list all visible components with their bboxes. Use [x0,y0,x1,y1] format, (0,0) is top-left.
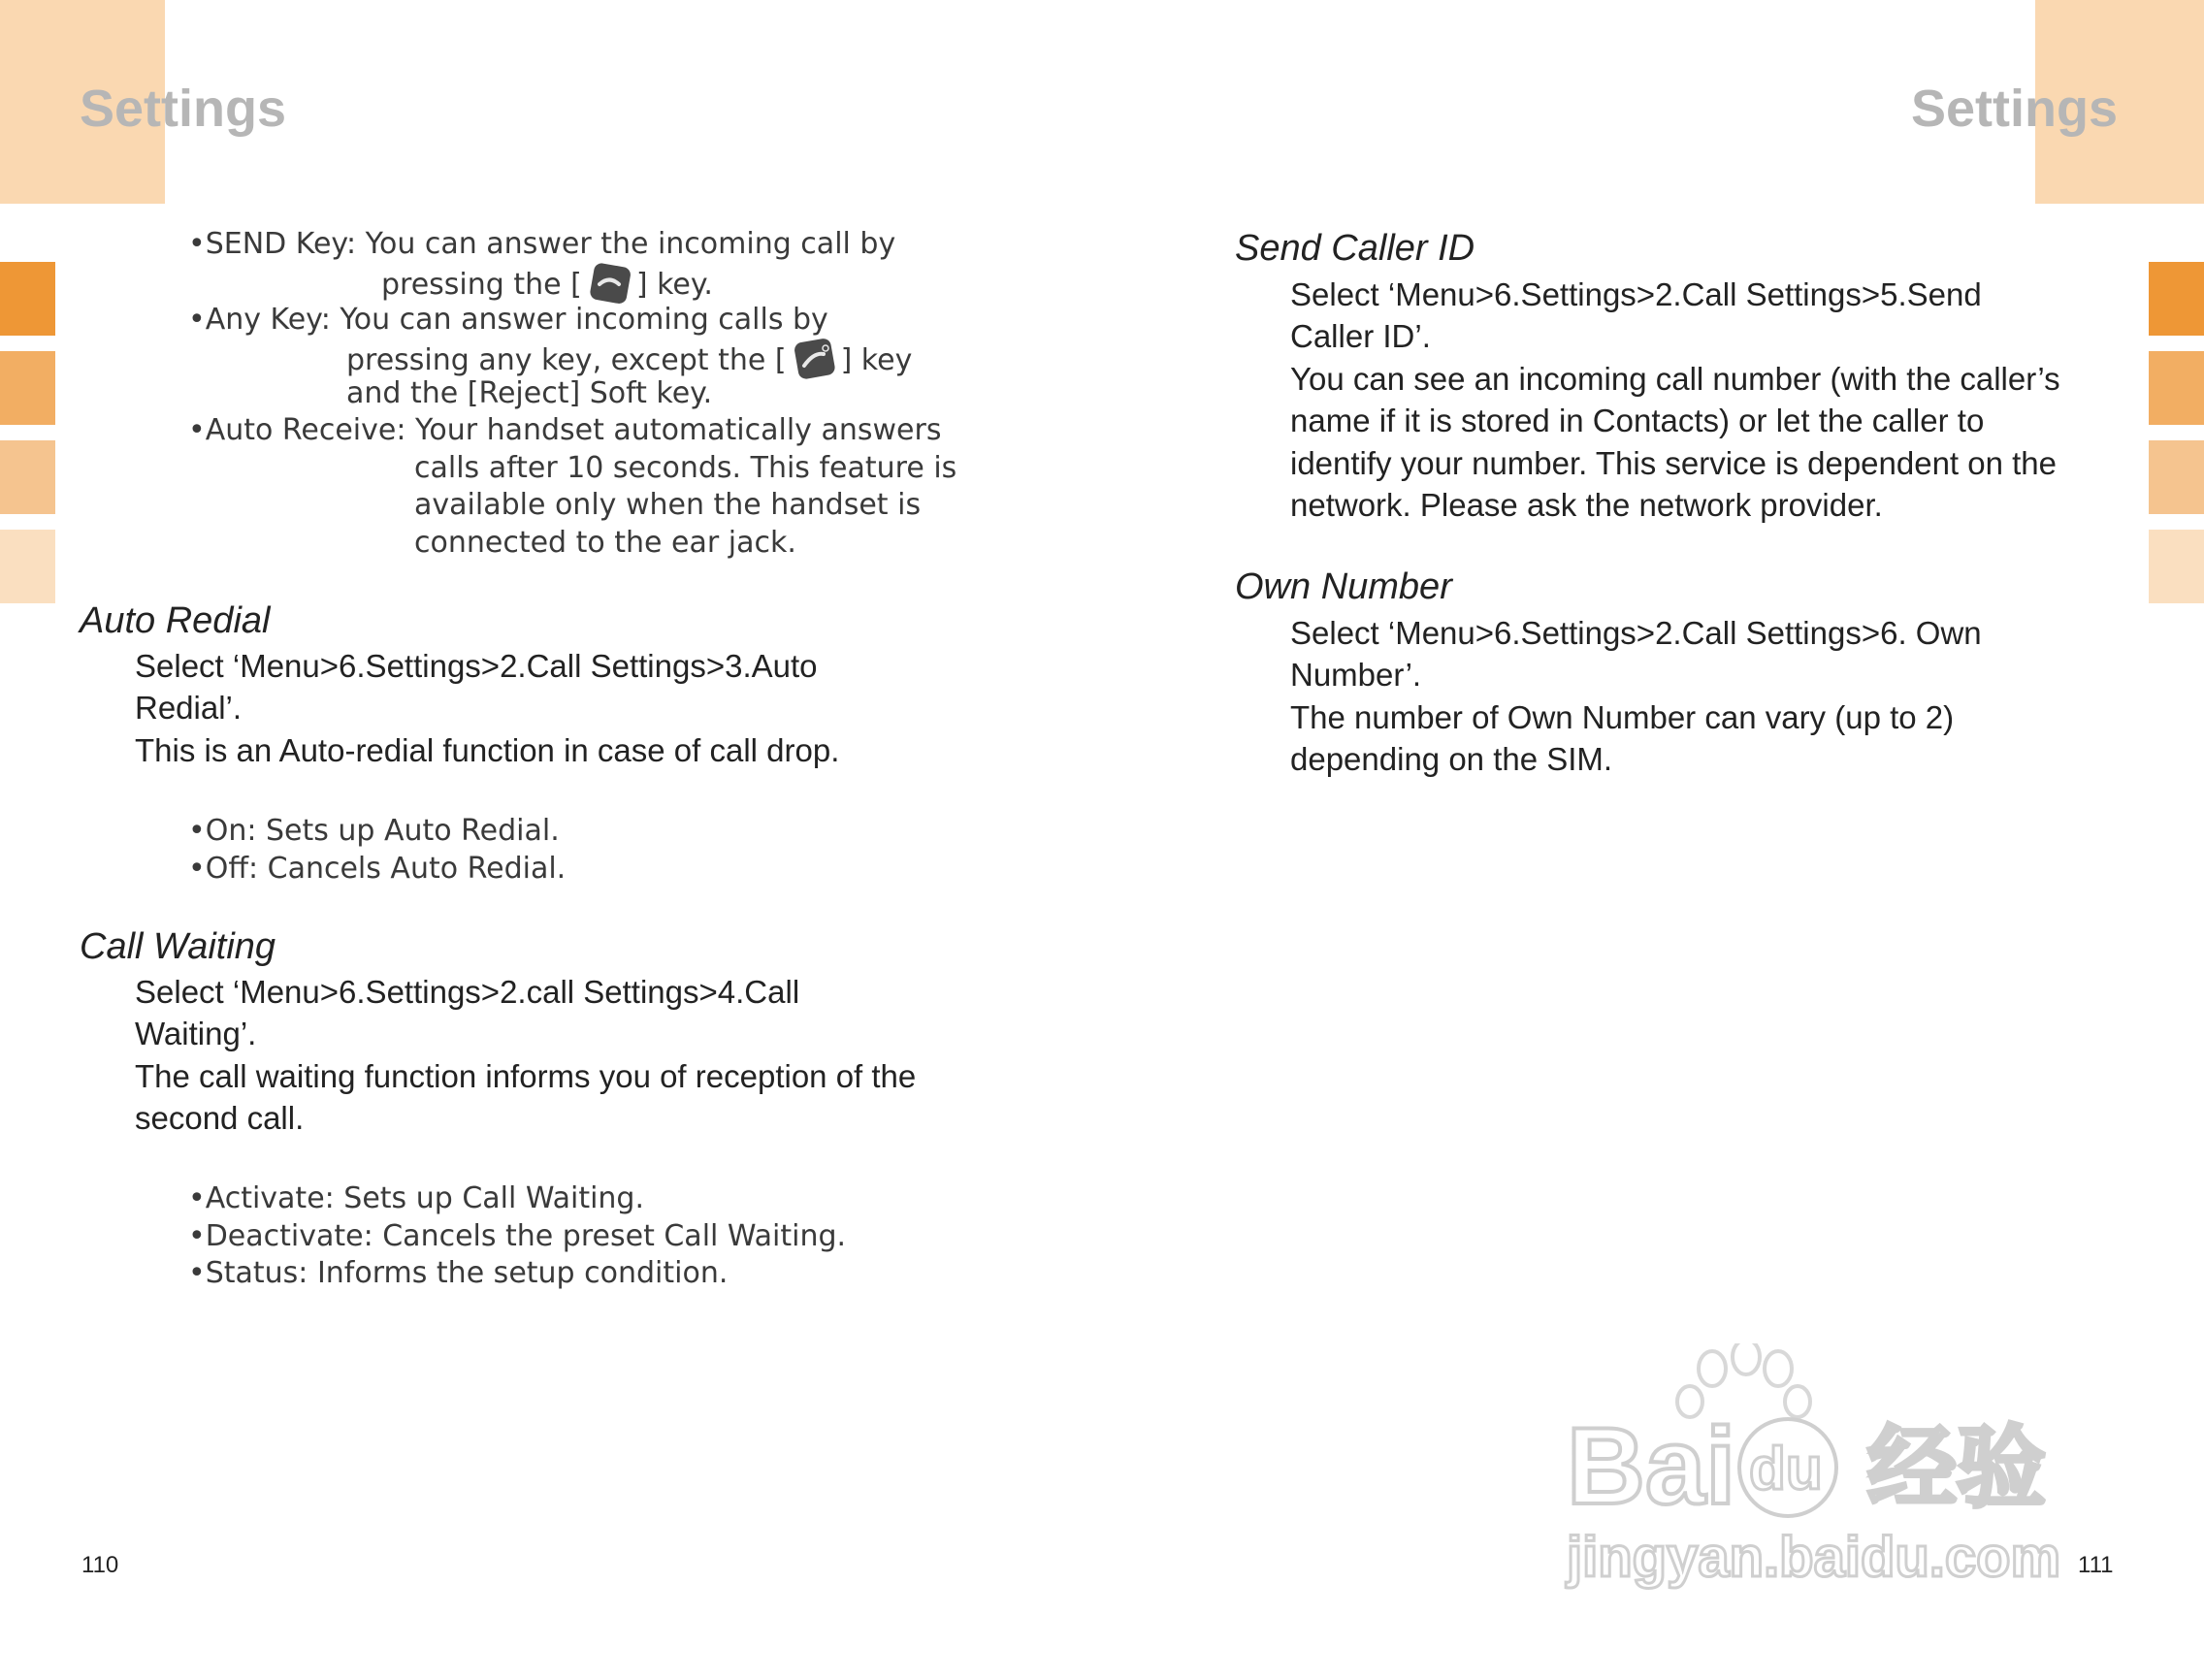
send-caller-id-body-line5: identify your number. This service is dependent on the [1290,445,2058,481]
call-waiting-bullet-deactivate: •Deactivate: Cancels the preset Call Waiting. [188,1219,847,1253]
side-tab-right-4 [2149,530,2204,603]
bullet-any-key-line3: and the [Reject] Soft key. [346,376,713,410]
bullet-auto-receive-line3: available only when the handset is [414,488,922,522]
svg-text:Bai: Bai [1567,1405,1736,1527]
send-caller-id-body-line2: Caller ID’. [1290,318,1431,354]
svg-text:du: du [1749,1436,1823,1502]
page-title-right: Settings [1910,80,2118,138]
bullet-send-key: •SEND Key: You can answer the incoming call by [188,227,896,261]
own-number-body-line4: depending on the SIM. [1290,741,1613,777]
own-number-body-line3: The number of Own Number can vary (up to 2) [1290,699,1955,735]
side-tab-right-1 [2149,262,2204,336]
side-tab-left-1 [0,262,55,336]
svg-text:经验: 经验 [1867,1416,2047,1520]
bullet-label: SEND Key: [205,227,357,261]
page-title-left: Settings [80,80,287,138]
auto-redial-body-line2: Redial’. [135,690,243,726]
side-tab-right-2 [2149,351,2204,425]
own-number-body-line1: Select ‘Menu>6.Settings>2.Call Settings>6. Own [1290,615,1982,651]
section-title-send-caller-id: Send Caller ID [1235,228,1475,269]
phone-send-icon [588,263,631,306]
baidu-paw-logo-icon [1552,1343,2076,1596]
send-caller-id-body-line1: Select ‘Menu>6.Settings>2.Call Settings>5.Send [1290,276,1982,312]
bullet-auto-receive: •Auto Receive: Your handset automatically answers [188,413,942,447]
phone-end-icon [793,339,835,381]
call-waiting-bullet-status: •Status: Informs the setup condition. [188,1256,729,1290]
send-caller-id-body-line4: name if it is stored in Contacts) or let the caller to [1290,403,1985,438]
side-tab-left-4 [0,530,55,603]
side-tab-left-2 [0,351,55,425]
section-title-call-waiting: Call Waiting [80,926,276,967]
baidu-watermark [1552,1343,2076,1596]
bullet-auto-receive-line4: connected to the ear jack. [414,526,796,560]
auto-redial-body-line3: This is an Auto-redial function in case of call drop. [135,732,840,768]
send-caller-id-body-line6: network. Please ask the network provider. [1290,487,1883,523]
call-waiting-body-line1: Select ‘Menu>6.Settings>2.call Settings>4.Call [135,974,800,1010]
own-number-body-line2: Number’. [1290,657,1422,693]
call-waiting-body-line4: second call. [135,1100,305,1136]
page-number-right: 111 [2078,1552,2114,1578]
page-number-left: 110 [81,1552,119,1578]
send-caller-id-body-line3: You can see an incoming call number (with the caller’s [1290,361,2060,397]
auto-redial-bullet-off: •Off: Cancels Auto Redial. [188,852,567,886]
side-tab-left-3 [0,440,55,514]
call-waiting-bullet-activate: •Activate: Sets up Call Waiting. [188,1181,645,1215]
auto-redial-body-line1: Select ‘Menu>6.Settings>2.Call Settings>3.Auto [135,648,818,684]
bullet-any-key-line2: pressing any key, except the [ ] key [346,339,912,381]
svg-text:jingyan.baidu.com: jingyan.baidu.com [1567,1526,2061,1589]
call-waiting-body-line3: The call waiting function informs you of reception of the [135,1058,917,1094]
bullet-auto-receive-line2: calls after 10 seconds. This feature is [414,451,957,485]
call-waiting-body-line2: Waiting’. [135,1016,257,1051]
side-tab-right-3 [2149,440,2204,514]
bullet-any-key: •Any Key: You can answer incoming calls by [188,303,828,337]
section-title-own-number: Own Number [1235,566,1452,607]
auto-redial-bullet-on: •On: Sets up Auto Redial. [188,814,560,848]
bullet-send-key-line2: pressing the [ ] key. [381,263,713,306]
section-title-auto-redial: Auto Redial [80,600,271,641]
